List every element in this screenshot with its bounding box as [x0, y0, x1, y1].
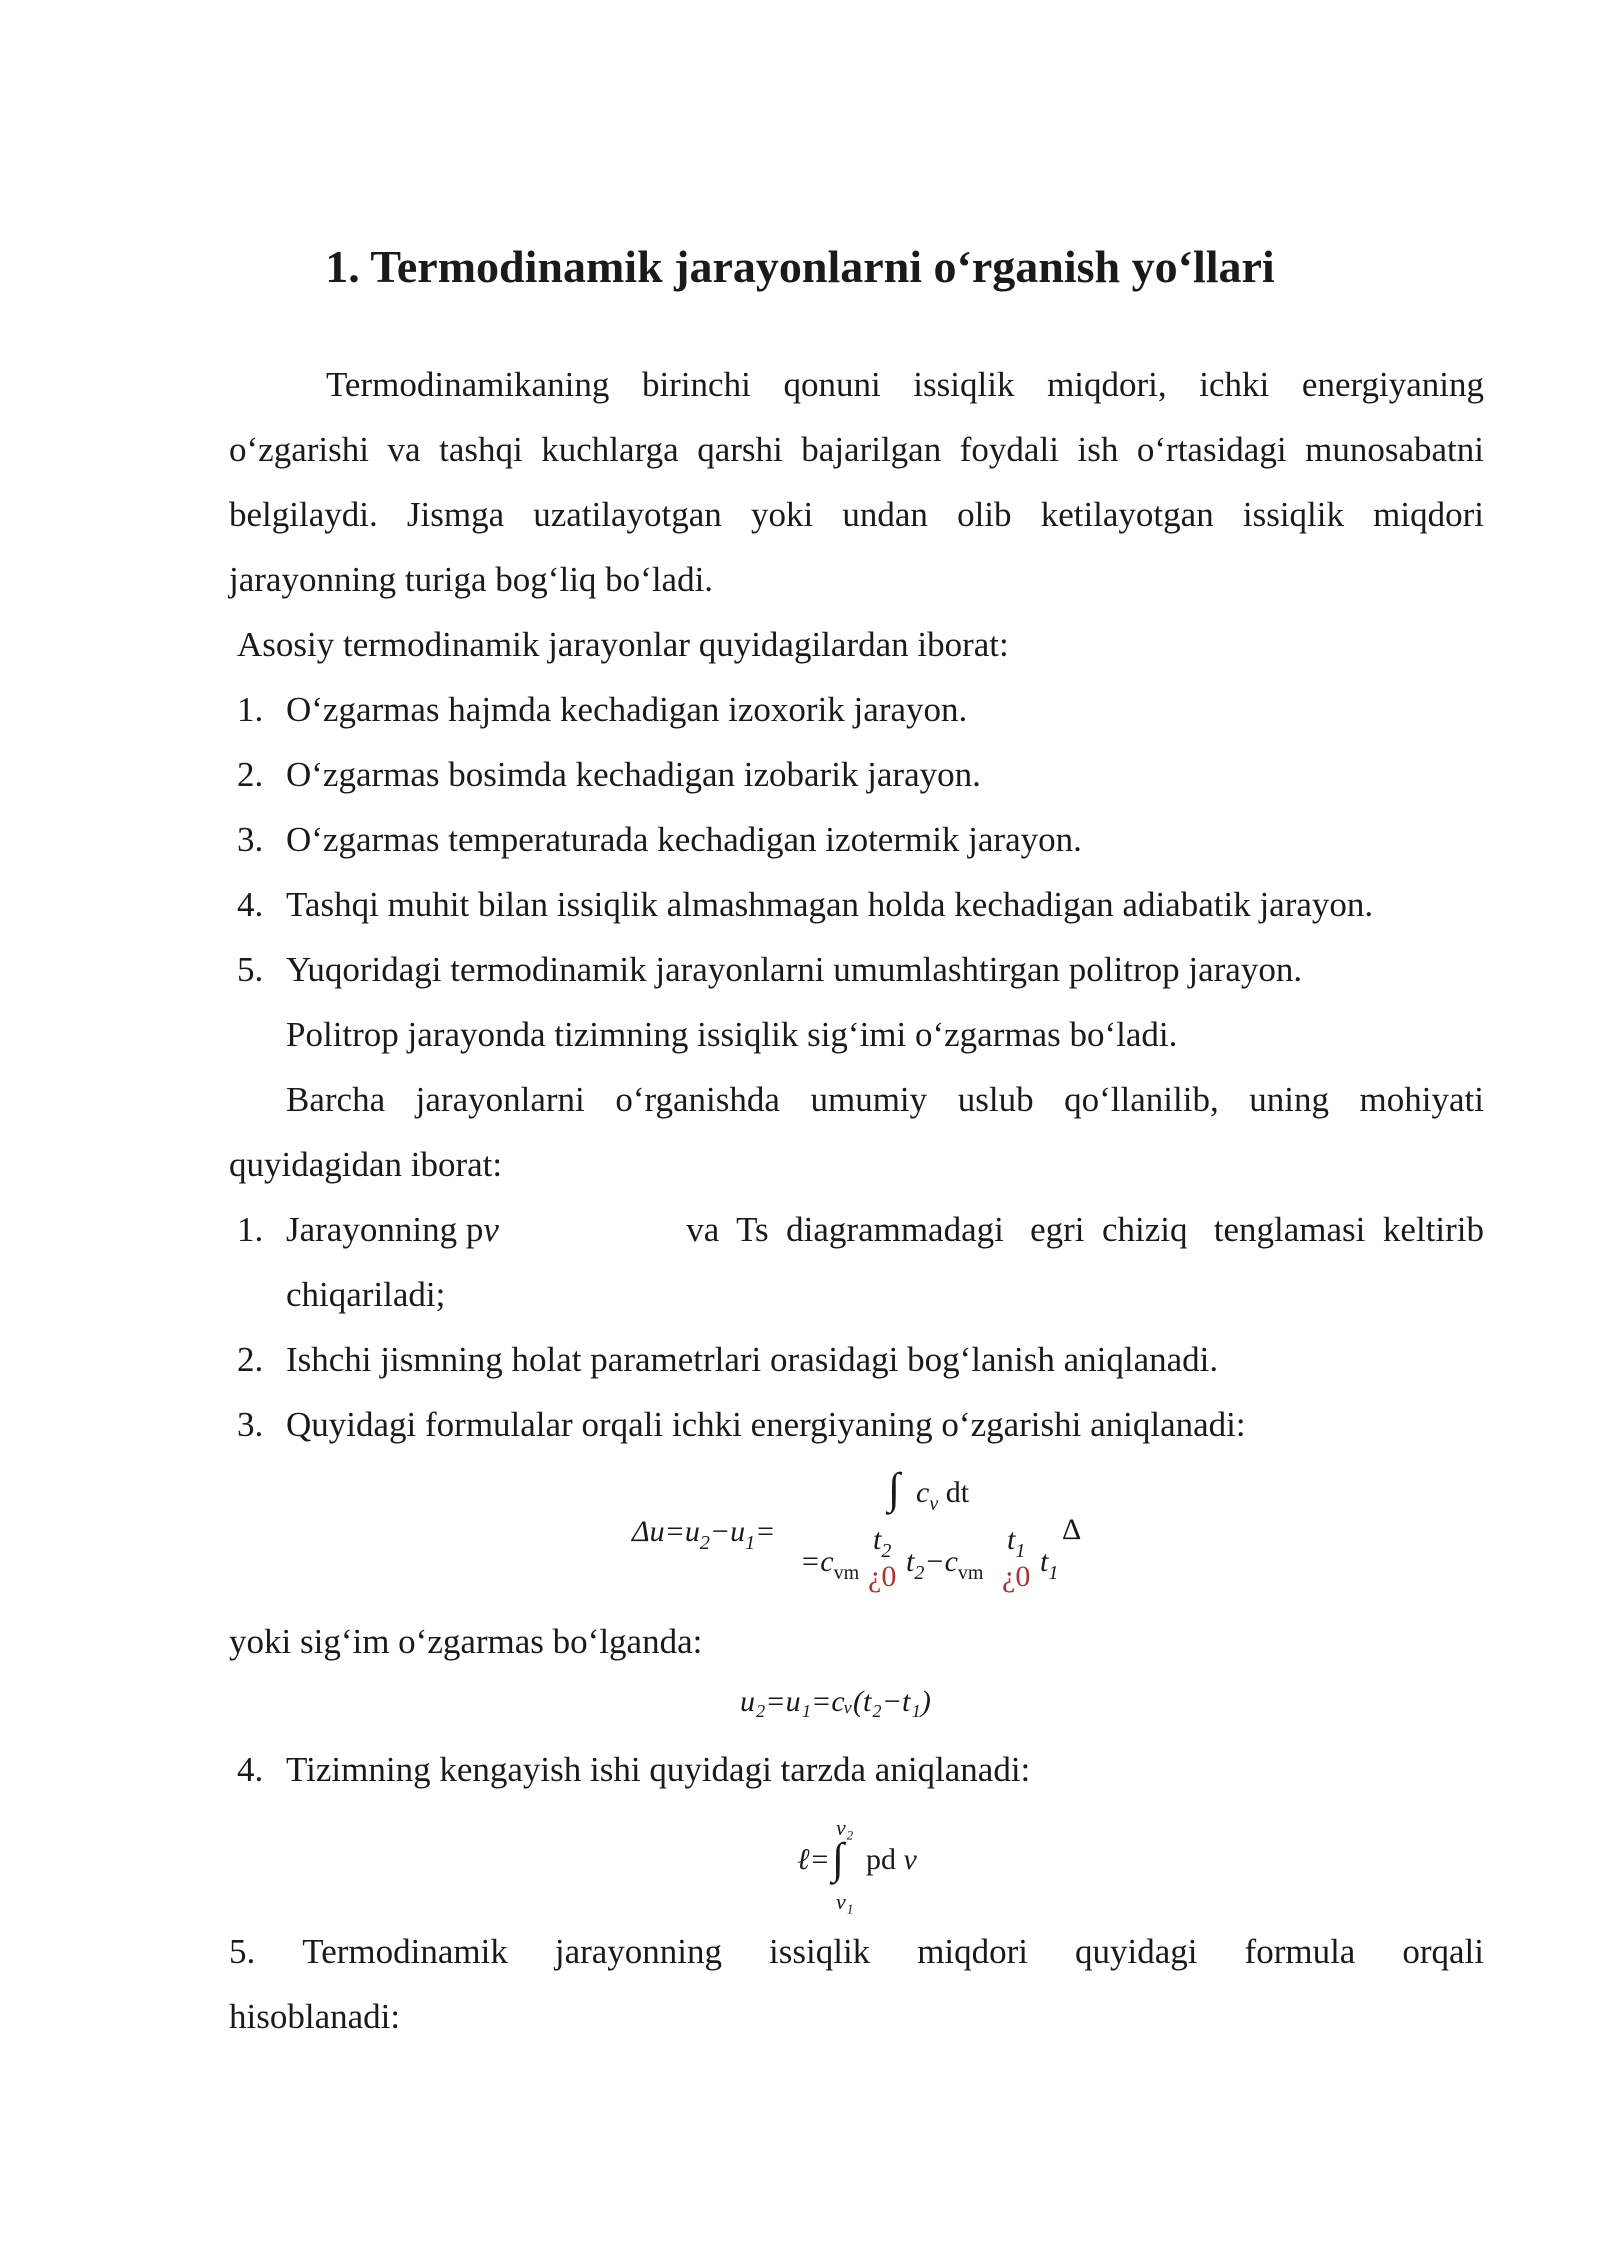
- t2-term: $t_2-c_{vm}$: [906, 1545, 984, 1584]
- step-number: 3.: [237, 1405, 264, 1444]
- step-1-rest: va Ts diagrammadagi egri chiziq tenglamasi keltirib: [677, 1210, 1484, 1249]
- process-item: Yuqoridagi termodinamik jarayonlarni umumlashtirgan politrop jarayon.: [286, 950, 1303, 989]
- intro-line-2: o‘zgarishi va tashqi kuchlarga qarshi bajarilgan foydali ish o‘rtasidagi munosabatni: [229, 430, 1484, 469]
- integral-upper-limit: v₂: [836, 1815, 854, 1840]
- process-number: 3.: [237, 820, 264, 859]
- process-number: 2.: [237, 755, 264, 794]
- intro-line-4: jarayonning turiga bog‘liq bo‘ladi.: [229, 560, 714, 599]
- process-number: 1.: [237, 690, 264, 729]
- politrop-note: Politrop jarayonda tizimning issiqlik sig‘imi o‘zgarmas bo‘ladi.: [286, 1015, 1178, 1054]
- step-number: 1.: [237, 1210, 264, 1249]
- word: issiqlik: [769, 1932, 871, 1971]
- step-1-continuation: chiqariladi;: [286, 1275, 446, 1314]
- formula-constant-capacity: u₂=u₁=cᵥ(t₂−t₁): [740, 1685, 931, 1718]
- word: formula: [1244, 1932, 1356, 1971]
- integral-symbol: ∫: [832, 1834, 845, 1883]
- formula-lhs: $\Delta u=u_2-u_1=$: [632, 1515, 776, 1554]
- or-text: yoki sig‘im o‘zgarmas bo‘lganda:: [229, 1622, 703, 1661]
- t2-upper: $t_2$: [873, 1523, 892, 1562]
- word: 5.: [229, 1932, 256, 1971]
- page-title: 1. Termodinamik jarayonlarni o‘rganish yo‘llari: [325, 241, 1275, 292]
- method-line-2: quyidagidan iborat:: [229, 1145, 503, 1184]
- step-number: 4.: [237, 1750, 264, 1789]
- step-number: 2.: [237, 1340, 264, 1379]
- word: Termodinamik: [302, 1932, 508, 1971]
- processes-heading: Asosiy termodinamik jarayonlar quyidagilardan iborat:: [237, 625, 1009, 664]
- integral-lower-limit: v₁: [836, 1889, 854, 1914]
- method-line-1: Barcha jarayonlarni o‘rganishda umumiy uslub qo‘llanilib, uning mohiyati: [286, 1080, 1484, 1119]
- word: jarayonning: [554, 1932, 723, 1971]
- cvm-term-1: $=c_{vm}$: [800, 1545, 860, 1584]
- process-number: 4.: [237, 885, 264, 924]
- t1-term: $t_1$: [1040, 1545, 1059, 1584]
- word: orqali: [1402, 1932, 1484, 1971]
- process-number: 5.: [237, 950, 264, 989]
- zero-lower-1: ¿0: [868, 1560, 897, 1593]
- step-5-continuation: hisoblanadi:: [229, 1997, 401, 2036]
- zero-lower-2: ¿0: [1002, 1560, 1031, 1593]
- step-2-text: Ishchi jismning holat parametrlari orasidagi bog‘lanish aniqlanadi.: [286, 1340, 1219, 1379]
- integrand: $c_v$ dt: [916, 1476, 970, 1515]
- word: miqdori: [917, 1932, 1029, 1971]
- integrand: pd v: [866, 1843, 917, 1876]
- process-item: O‘zgarmas hajmda kechadigan izoxorik jarayon.: [286, 690, 968, 729]
- step-1-text: Jarayonning pv: [286, 1210, 499, 1249]
- work-lhs: ℓ=: [797, 1843, 830, 1876]
- word: quyidagi: [1075, 1932, 1198, 1971]
- process-item: Tashqi muhit bilan issiqlik almashmagan holda kechadigan adiabatik jarayon.: [286, 885, 1374, 924]
- intro-line-1: Termodinamikaning birinchi qonuni issiqlik miqdori, ichki energiyaning: [326, 365, 1484, 404]
- process-item: O‘zgarmas temperaturada kechadigan izotermik jarayon.: [286, 820, 1082, 859]
- process-item: O‘zgarmas bosimda kechadigan izobarik jarayon.: [286, 755, 981, 794]
- step-1-line: [286, 1210, 1484, 1250]
- step-5-line: [229, 1932, 1484, 1972]
- intro-line-3: belgilaydi. Jismga uzatilayotgan yoki undan olib ketilayotgan issiqlik miqdori: [229, 495, 1484, 534]
- step-4-text: Tizimning kengayish ishi quyidagi tarzda aniqlanadi:: [286, 1750, 1031, 1789]
- integral-symbol: ∫: [888, 1464, 901, 1513]
- delta-symbol: Δ: [1062, 1513, 1082, 1546]
- step-3-text: Quyidagi formulalar orqali ichki energiyaning o‘zgarishi aniqlanadi:: [286, 1405, 1246, 1444]
- t1-upper: $t_1$: [1007, 1523, 1026, 1562]
